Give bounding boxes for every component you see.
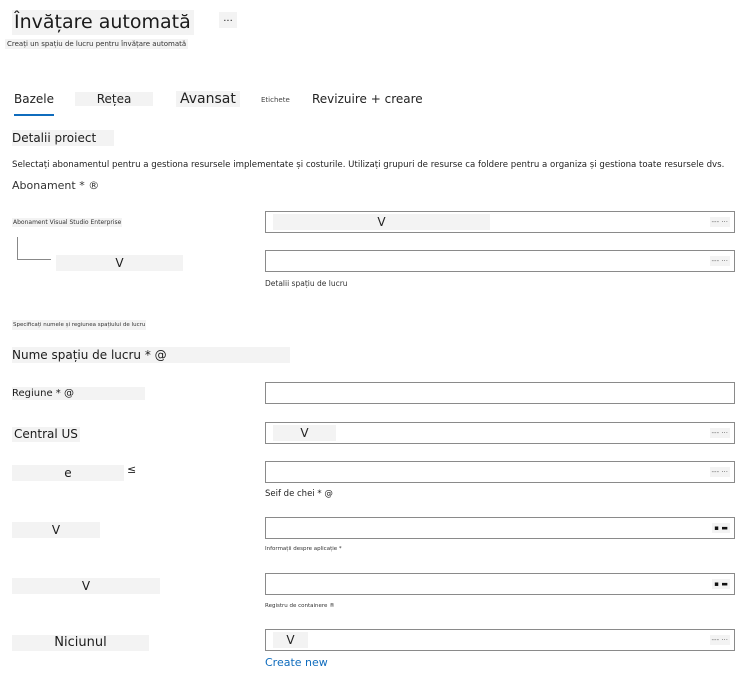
region-dropdown[interactable]	[265, 422, 735, 444]
storage-account-dropdown[interactable]	[265, 461, 735, 483]
tab-review-create[interactable]: Revizuire + creare	[312, 92, 423, 106]
chevron-down-icon: ▪ ▬	[714, 580, 728, 588]
storage-info-mark: ≤	[127, 463, 137, 476]
workspace-details-note: Detalii spațiu de lucru	[265, 279, 348, 288]
region-label: Regiune * @	[12, 387, 145, 400]
tab-tags[interactable]: Etichete	[261, 96, 290, 104]
tab-networking[interactable]: Rețea	[75, 92, 153, 106]
region-value-label: Central US	[14, 427, 78, 441]
chevron-down-icon: ▪ ▬	[714, 524, 728, 532]
key-vault-label: Seif de chei * @	[265, 489, 333, 499]
workspace-name-input[interactable]	[265, 382, 735, 404]
more-actions-button[interactable]: ...	[219, 12, 237, 28]
key-vault-dropdown[interactable]	[265, 517, 735, 539]
chevron-down-icon: --- ···	[711, 636, 728, 644]
active-tab-indicator	[14, 114, 54, 116]
subscription-label: Abonament * ®	[12, 179, 100, 192]
create-new-link[interactable]: Create new	[265, 656, 328, 669]
chevron-down-icon: --- ···	[711, 468, 728, 476]
tree-connector-vertical	[17, 237, 18, 259]
resource-group-dropdown[interactable]	[265, 250, 735, 272]
container-registry-dropdown[interactable]	[265, 629, 735, 651]
container-registry-note: Registru de containere ®	[265, 603, 335, 609]
tab-advanced[interactable]: Avansat	[176, 91, 240, 107]
container-registry-selected-value: V	[273, 632, 308, 648]
page-title: Învățare automată	[12, 10, 194, 35]
region-selected-value: V	[273, 425, 336, 441]
project-description: Selectați abonamentul pentru a gestiona resursele implementate și costurile. Utilizați grupuri de resurse ca foldere pentru a organiza și gestiona toate resursele dvs.	[12, 160, 725, 170]
subscription-name: Abonament Visual Studio Enterprise	[13, 219, 122, 226]
workspace-small-note: Specificați numele și regiunea spațiului de lucru	[13, 322, 146, 328]
storage-account-label: e	[12, 465, 124, 481]
container-registry-label: Niciunul	[12, 635, 149, 651]
tab-basics[interactable]: Bazele	[14, 92, 54, 106]
key-vault-value: V	[12, 522, 100, 538]
project-details-heading: Detalii proiect	[12, 130, 114, 146]
page-subtitle: Creați un spațiu de lucru pentru învățare automată	[7, 40, 187, 48]
resource-group-label: V	[56, 255, 183, 271]
chevron-down-icon: --- ···	[711, 218, 728, 226]
chevron-down-icon: --- ···	[711, 429, 728, 437]
application-insights-value: V	[12, 578, 160, 594]
application-insights-dropdown[interactable]	[265, 573, 735, 595]
subscription-selected-value: V	[273, 214, 490, 230]
application-insights-note: Informații despre aplicație *	[265, 546, 342, 552]
subscription-dropdown[interactable]	[265, 211, 735, 233]
chevron-down-icon: --- ···	[711, 257, 728, 265]
tree-connector-horizontal	[17, 259, 51, 260]
workspace-name-label: Nume spațiu de lucru * @	[12, 347, 290, 363]
